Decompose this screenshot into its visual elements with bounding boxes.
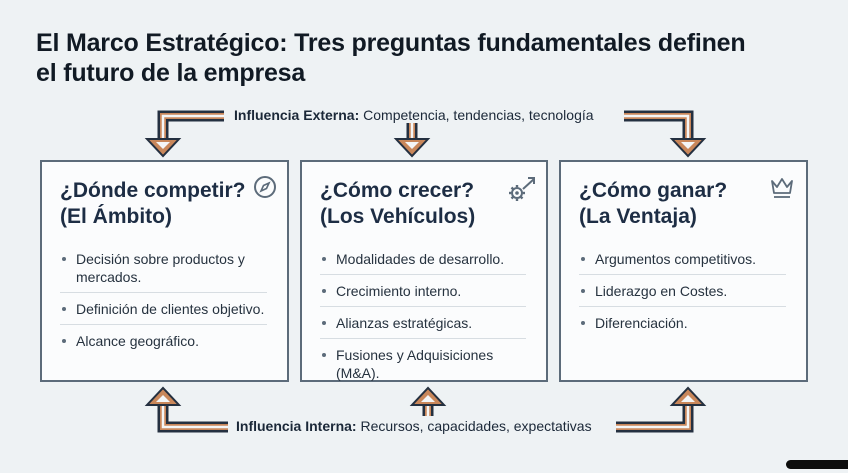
list-item: Liderazgo en Costes. <box>579 282 786 307</box>
list-item: Alianzas estratégicas. <box>320 314 526 339</box>
card-heading-question: ¿Cómo ganar? <box>579 179 728 202</box>
card-item-list <box>320 250 526 395</box>
list-item: Modalidades de desarrollo. <box>320 250 526 275</box>
card-heading <box>579 178 727 230</box>
external-influence-label <box>230 107 598 123</box>
list-item: Diferenciación. <box>579 314 786 338</box>
card-item-list <box>579 250 786 345</box>
title-line-2: el futuro de la empresa <box>36 59 306 87</box>
card-heading <box>320 178 475 230</box>
corner-redaction-bar <box>786 460 848 469</box>
card-where-to-compete <box>40 160 289 382</box>
external-influence-text: Competencia, tendencias, tecnología <box>359 107 594 123</box>
card-heading-question: ¿Dónde competir? <box>60 179 246 202</box>
card-heading <box>60 178 246 230</box>
crown-icon <box>769 174 795 205</box>
card-how-to-grow <box>300 160 548 382</box>
internal-influence-text: Recursos, capacidades, expectativas <box>356 418 592 434</box>
list-item: Alcance geográfico. <box>60 332 267 356</box>
card-how-to-win <box>559 160 808 382</box>
title-line-1: El Marco Estratégico: Tres preguntas fundamentales definen <box>36 29 746 57</box>
card-heading-subtitle: (La Ventaja) <box>579 205 697 228</box>
card-heading-question: ¿Cómo crecer? <box>320 179 475 202</box>
list-item: Argumentos competitivos. <box>579 250 786 275</box>
list-item: Fusiones y Adquisiciones (M&A). <box>320 346 526 388</box>
external-influence-title: Influencia Externa: <box>234 107 360 123</box>
list-item: Crecimiento interno. <box>320 282 526 307</box>
list-item: Definición de clientes objetivo. <box>60 300 267 325</box>
gear-growth-icon <box>506 174 538 209</box>
compass-icon <box>252 174 278 205</box>
card-heading-subtitle: (El Ámbito) <box>60 205 172 228</box>
card-item-list <box>60 250 267 363</box>
list-item: Decisión sobre productos y mercados. <box>60 250 267 293</box>
internal-influence-label <box>232 418 596 434</box>
card-heading-subtitle: (Los Vehículos) <box>320 205 476 228</box>
internal-influence-title: Influencia Interna: <box>236 418 357 434</box>
